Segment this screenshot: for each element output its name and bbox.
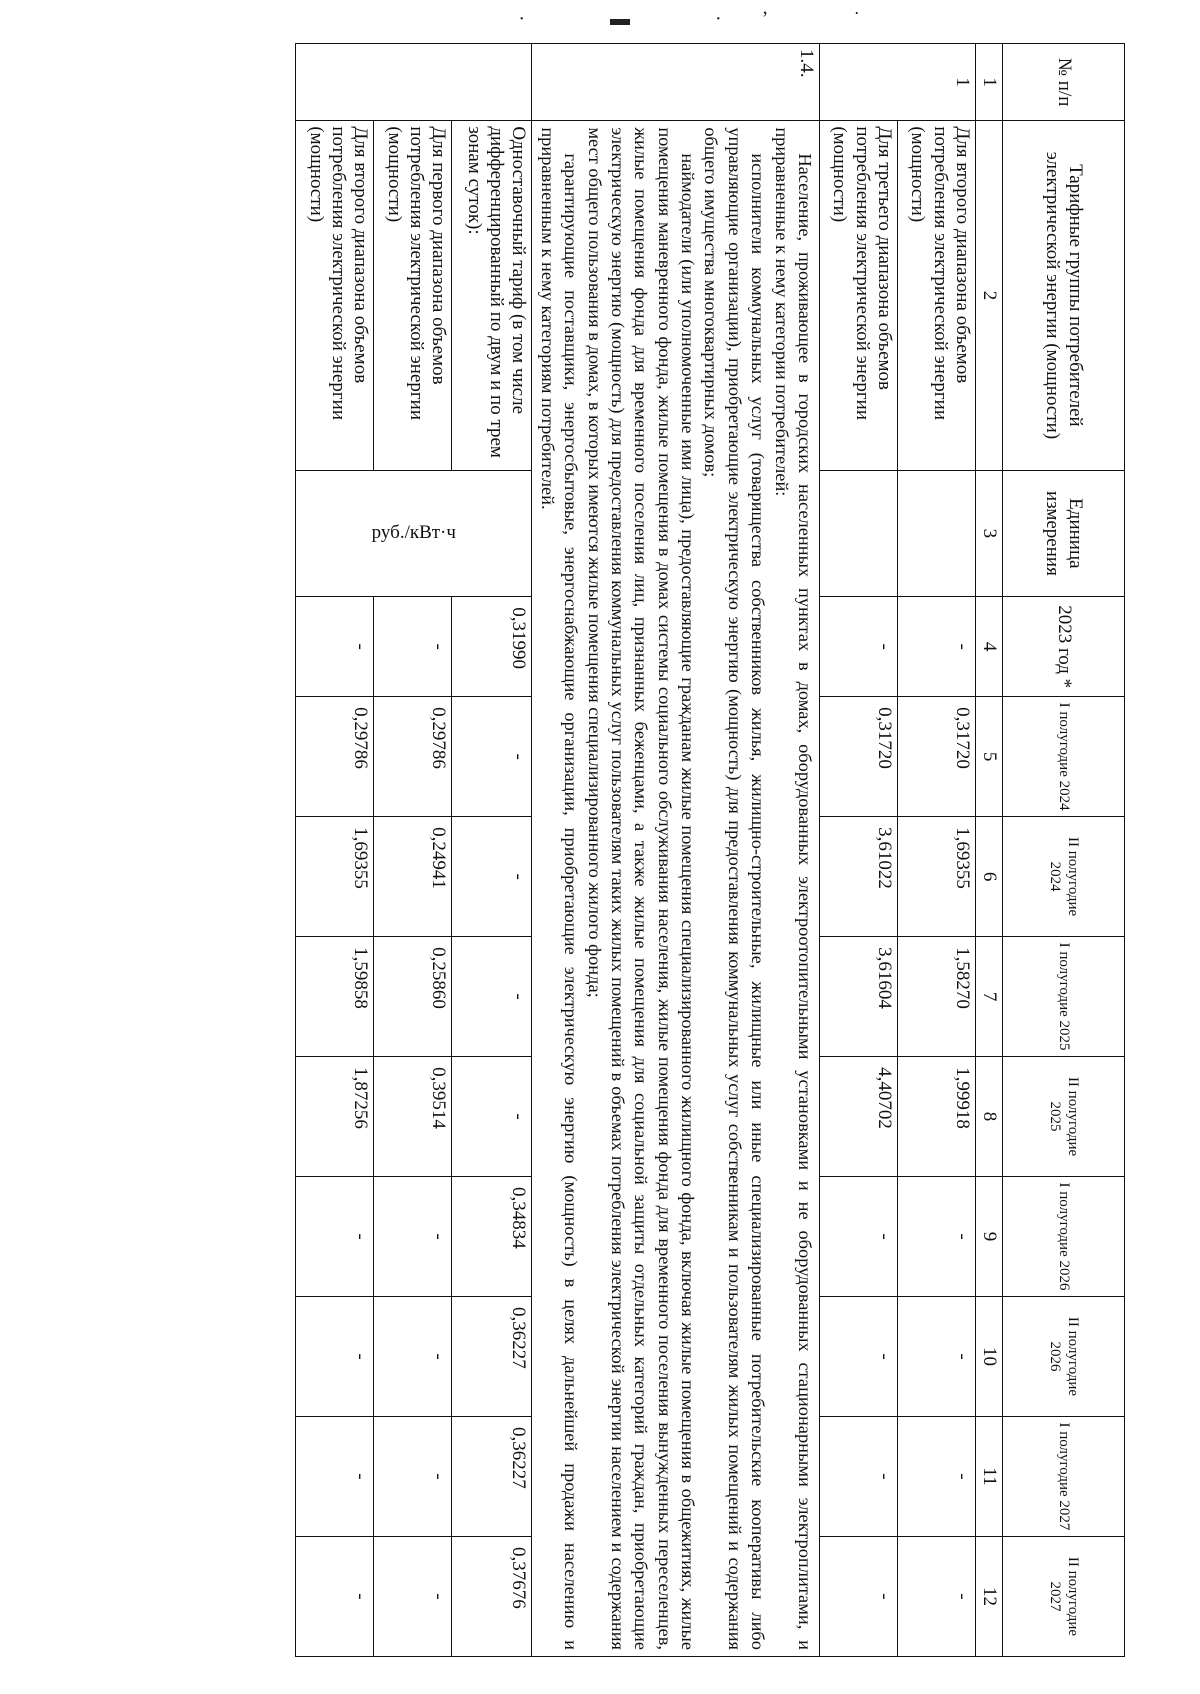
header-period: I полугодие 2026 <box>1003 1177 1125 1297</box>
value-cell: 1,69355 <box>296 817 374 937</box>
unit-cell <box>296 470 532 597</box>
value-cell: - <box>452 1057 532 1177</box>
header-unit: Единица измерения <box>1003 470 1125 597</box>
value-cell: 0,39514 <box>374 1057 452 1177</box>
row-number: 1 <box>820 44 976 121</box>
header-period: II полугодие 2024 <box>1003 817 1125 937</box>
unit-label: руб./кВт·ч <box>371 522 457 544</box>
value-cell: - <box>452 817 532 937</box>
column-number: 7 <box>976 937 1003 1057</box>
unit-cell <box>820 470 898 597</box>
value-cell: - <box>820 597 898 697</box>
value-cell: 0,29786 <box>374 697 452 817</box>
group-paragraph: гарантирующие поставщики, энергосбытовые, энергоснабжающие организации, приобретающие электрическую энергию (мощность) в целях дальнейшей продажи населению и приравненным к нему категориям потребителей. <box>537 127 582 1650</box>
row-name: Для первого диапазона объемов потребления электрической энергии (мощности) <box>374 121 452 470</box>
header-period: I полугодие 2025 <box>1003 937 1125 1057</box>
value-cell: - <box>296 1536 374 1656</box>
value-cell: - <box>296 1177 374 1297</box>
value-cell: - <box>820 1536 898 1656</box>
header-period: I полугодие 2024 <box>1003 697 1125 817</box>
table-row <box>820 44 898 1657</box>
value-cell: - <box>452 697 532 817</box>
tariff-table-page <box>125 43 1125 1657</box>
value-cell: 4,40702 <box>820 1057 898 1177</box>
row-name: Одноставочный тариф (в том числе дифференцированный по двум и по трем зонам суток): <box>452 121 532 470</box>
group-description <box>532 121 820 1657</box>
value-cell: 0,37676 <box>452 1536 532 1656</box>
unit-cell <box>898 470 976 597</box>
group-paragraph: исполнители коммунальных услуг (товарищества собственников жилья, жилищно-строительные, жилищные или иные специализированные потребительские кооперативы либо управляющие организации), приобретающие электрическую энергию (мощность) для предоставления коммунальных услуг собственникам и пользователям жилых помещений и содержания общего имущества многоквартирных домов; <box>701 127 769 1650</box>
value-cell: 0,36227 <box>452 1297 532 1417</box>
value-cell: 1,87256 <box>296 1057 374 1177</box>
header-2023: 2023 год * <box>1003 597 1125 697</box>
column-number: 11 <box>976 1416 1003 1536</box>
value-cell: - <box>374 597 452 697</box>
value-cell: 0,29786 <box>296 697 374 817</box>
value-cell: - <box>452 937 532 1057</box>
value-cell: 1,58270 <box>898 937 976 1057</box>
header-period: II полугодие 2027 <box>1003 1536 1125 1656</box>
value-cell: - <box>898 1536 976 1656</box>
value-cell: - <box>374 1416 452 1536</box>
value-cell: 1,99918 <box>898 1057 976 1177</box>
value-cell: 0,34834 <box>452 1177 532 1297</box>
table-row <box>452 44 532 1657</box>
table-header-row <box>1003 44 1125 1657</box>
column-number: 5 <box>976 697 1003 817</box>
column-number: 1 <box>976 44 1003 121</box>
value-cell: - <box>898 597 976 697</box>
header-period: II полугодие 2026 <box>1003 1297 1125 1417</box>
value-cell: 0,31720 <box>898 697 976 817</box>
header-group: Тарифные группы потребителей электрической энергии (мощности) <box>1003 121 1125 470</box>
value-cell: 1,59858 <box>296 937 374 1057</box>
column-number: 8 <box>976 1057 1003 1177</box>
row-name: Для третьего диапазона объемов потребления электрической энергии (мощности) <box>820 121 898 470</box>
table-row <box>296 44 374 1657</box>
column-number: 4 <box>976 597 1003 697</box>
value-cell: - <box>820 1416 898 1536</box>
header-period: I полугодие 2027 <box>1003 1416 1125 1536</box>
column-number: 3 <box>976 470 1003 597</box>
column-number: 2 <box>976 121 1003 470</box>
row-name: Для второго диапазона объемов потребления электрической энергии (мощности) <box>296 121 374 470</box>
table-row <box>898 44 976 1657</box>
group-paragraph: наймодатели (или уполномоченные ими лица), предоставляющие гражданам жилые помещения специализированного жилищного фонда, включая жилые помещения в общежитиях, жилые помещения маневренного фонда, жилые помещения в домах системы социального обслуживания населения, жилые помещения фонда для временного поселения вынужденных переселенцев, жилые помещения фонда для временного поселения лиц, признанных беженцами, а также жилые помещения для социальной защиты отдельных категорий граждан, приобретающие электрическую энергию (мощность) для предоставления коммунальных услуг пользователям таких жилых помещений в объемах потребления электрической энергии населением и содержания мест общего пользования в домах, в которых имеются жилые помещения специализированного жилого фонда; <box>584 127 699 1650</box>
value-cell: - <box>296 597 374 697</box>
scan-marks: · ▬ ·ʼ ˙ <box>518 8 900 30</box>
row-name: Для второго диапазона объемов потребления электрической энергии (мощности) <box>898 121 976 470</box>
table-row <box>374 44 452 1657</box>
value-cell: 0,31990 <box>452 597 532 697</box>
value-cell: - <box>296 1416 374 1536</box>
value-cell: - <box>374 1297 452 1417</box>
value-cell: 0,36227 <box>452 1416 532 1536</box>
column-number-row <box>976 44 1003 1657</box>
header-period: II полугодие 2025 <box>1003 1057 1125 1177</box>
header-no: № п/п <box>1003 44 1125 121</box>
column-number: 12 <box>976 1536 1003 1656</box>
value-cell: - <box>374 1536 452 1656</box>
value-cell: 0,25860 <box>374 937 452 1057</box>
group-number: 1.4. <box>532 44 820 121</box>
column-number: 10 <box>976 1297 1003 1417</box>
value-cell: - <box>898 1416 976 1536</box>
value-cell: - <box>898 1177 976 1297</box>
group-row-1-4 <box>532 44 820 1657</box>
row-number-empty <box>296 44 532 121</box>
value-cell: 1,69355 <box>898 817 976 937</box>
tariff-table <box>296 43 1126 1657</box>
value-cell: 3,61604 <box>820 937 898 1057</box>
value-cell: - <box>898 1297 976 1417</box>
value-cell: 0,31720 <box>820 697 898 817</box>
group-paragraph: Население, проживающее в городских населенных пунктах в домах, оборудованных электроотопительными установками и не оборудованных стационарными электроплитами, и приравненные к нему категории потребителей: <box>771 127 815 1650</box>
value-cell: 3,61022 <box>820 817 898 937</box>
value-cell: - <box>820 1297 898 1417</box>
value-cell: - <box>296 1297 374 1417</box>
value-cell: - <box>820 1177 898 1297</box>
column-number: 6 <box>976 817 1003 937</box>
value-cell: 0,24941 <box>374 817 452 937</box>
column-number: 9 <box>976 1177 1003 1297</box>
value-cell: - <box>374 1177 452 1297</box>
